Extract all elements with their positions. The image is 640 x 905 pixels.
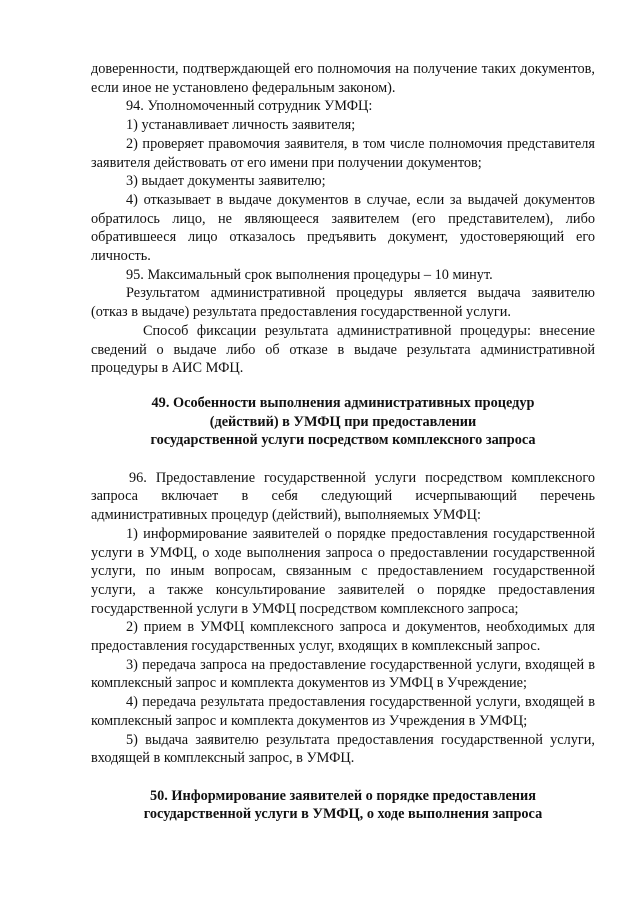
document-page <box>91 60 595 824</box>
heading-49-line-3: государственной услуги посредством комплексного запроса <box>150 432 536 449</box>
paragraph-95: 95. Максимальный срок выполнения процедуры – 10 минут. <box>126 266 493 283</box>
heading-49-line-1: 49. Особенности выполнения административных процедур <box>151 394 535 411</box>
list-item-96-4: 4) передача результата предоставления государственной услуги, входящей в комплексный запрос и комплекта документов из Учреждения в УМФЦ; <box>91 694 595 729</box>
list-item-94-1: 1) устанавливает личность заявителя; <box>126 117 356 134</box>
list-item-94-2: 2) проверяет правомочия заявителя, в том числе полномочия представителя заявителя действовать от его имени при получении документов; <box>91 135 595 171</box>
list-item-94-3: 3) выдает документы заявителю; <box>126 173 326 190</box>
paragraph-fixation: Способ фиксации результата административной процедуры: внесение сведений о выдаче либо об отказе в выдаче результата административной процедуры в АИС МФЦ. <box>91 322 595 377</box>
paragraph-continuation: доверенности, подтверждающей его полномочия на получение таких документов, если иное не установлено федеральным законом). <box>91 61 595 96</box>
list-item-96-2: 2) прием в УМФЦ комплексного запроса и документов, необходимых для предоставления государственных услуг, входящих в комплексный запрос. <box>91 619 595 655</box>
heading-50-line-2: государственной услуги в УМФЦ, о ходе выполнения запроса <box>143 806 543 823</box>
section-heading-50 <box>91 787 595 824</box>
list-item-96-5: 5) выдача заявителю результата предоставления государственной услуги, входящей в комплексный запрос, в УМФЦ. <box>91 731 595 767</box>
paragraph-result: Результатом административной процедуры является выдача заявителю (отказ в выдаче) результата предоставления государственной услуги. <box>91 285 595 321</box>
list-item-96-3: 3) передача запроса на предоставление государственной услуги, входящей в комплексный запрос и комплекта документов из УМФЦ в Учреждение; <box>91 656 595 692</box>
heading-50-line-1: 50. Информирование заявителей о порядке предоставления <box>149 787 537 804</box>
heading-49-line-2: (действий) в УМФЦ при предоставлении <box>209 413 477 430</box>
paragraph-94: 94. Уполномоченный сотрудник УМФЦ: <box>126 98 373 115</box>
paragraph-96: 96. Предоставление государственной услуги посредством комплексного запроса включает в себя следующий исчерпывающий перечень административных процедур (действий), выполняемых УМФЦ: <box>91 469 595 524</box>
list-item-94-4: 4) отказывает в выдаче документов в случае, если за выдачей документов обратилось лицо, не являющееся заявителем (его представителем), либо обратившееся лицо отказалось предъявить документ, удостоверяющий его личность. <box>91 191 595 265</box>
section-heading-49 <box>91 394 595 450</box>
list-item-96-1: 1) информирование заявителей о порядке предоставления государственной услуги в УМФЦ, о ходе выполнения запроса о предоставлении государственной услуги, по иным вопросам, связанным с предоставлением государственной услуги, а также консультирование заявителей о порядке предоставления государственной услуги в УМФЦ посредством комплексного запроса; <box>91 525 595 617</box>
